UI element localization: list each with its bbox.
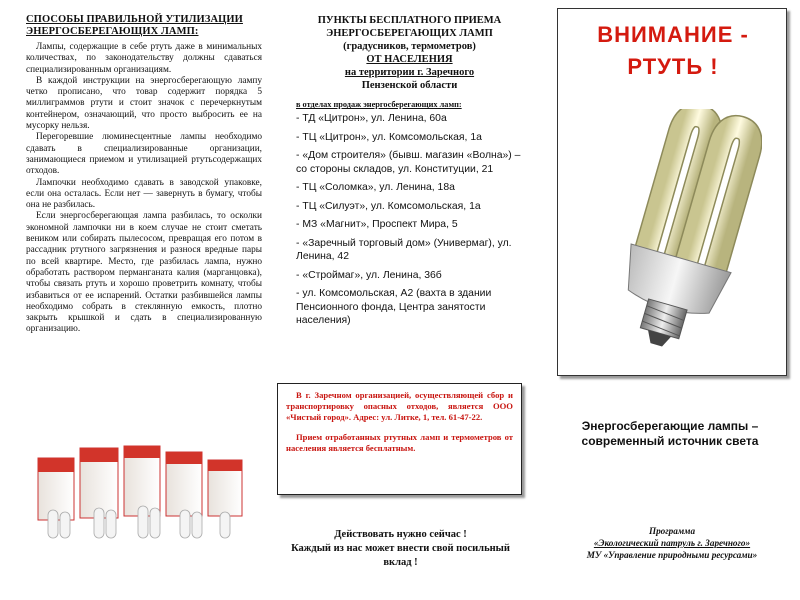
disposal-paragraph: Лампы, содержащие в себе ртуть даже в минимальных количествах, по законодательству должны сдаваться специализированным организациям. [26,42,262,75]
right-column [535,0,800,600]
free-collection-paragraph: Прием отработанных ртутных ламп и термометров от населения является бесплатным. [286,431,513,453]
attention-panel [557,8,787,376]
list-item: - ТД «Цитрон», ул. Ленина, 60а [296,113,447,124]
disposal-paragraph: В каждой инструкции на энергосберегающую лампу четко прописано, что товар содержит порядка 5 миллиграммов ртути и стоит значок с перечеркнутым контейнером, означающий, что просто выбросить ее на мусорку нельзя. [26,75,262,132]
disposal-paragraph: Лампочки необходимо сдавать в заводской упаковке, если она осталась. Если нет — завернуть в бумагу, чтобы она не разбилась. [26,177,262,211]
bulbs-subtitle: Энергосберегающие лампы – современный источник света [581,419,759,448]
list-item: - «Заречный торговый дом» (Универмаг), ул. Ленина, 42 [296,237,512,262]
list-item: - ТЦ «Цитрон», ул. Комсомольская, 1а [296,131,482,143]
list-item: - ул. Комсомольская, А2 (вахта в здании Пенсионного фонда, Центра занятости населения) [296,288,492,326]
disposal-paragraph: Если энергосберегающая лампа разбилась, то осколки экономной лампочки ни в коем случае не стоит сметать веником или собирать пылесосом, превращая его потом в рассадник ртутного загрязнения и разнося вредные пары по всей квартире. Место, где разбилась лампа, нужно обработать раствором перманганата калия (марганцовка), чтобы связать ртуть и хорошо проветрить комнату, чтобы избавиться от ее испарений. Остатки разбившейся лампы необходимо собрать в стеклянную емкость, плотно закрыть крышкой и сдать в специализированную организацию. [26,211,262,335]
attention-title: ВНИМАНИЕ - РТУТЬ ! [597,22,749,79]
shops-list [292,112,527,328]
shops-heading: в отделах продаж энергосберегающих ламп: [296,100,462,109]
middle-column [270,0,535,600]
list-item: - «Дом строителя» (бывш. магазин «Волна») – со стороны складов, ул. Конституции, 21 [296,150,521,175]
list-item: - «Строймаг», ул. Ленина, 36б [296,269,442,281]
operator-paragraph: В г. Заречном организацией, осуществляющей сбор и транспортировку опасных отходов, является ООО «Чистый город». Адрес: ул. Литке, 1, тел. 61-47-22. [286,390,513,423]
lamp-boxes-image [30,438,260,548]
disposal-heading: СПОСОБЫ ПРАВИЛЬНОЙ УТИЛИЗАЦИИ ЭНЕРГОСБЕРЕГАЮЩИХ ЛАМП: [26,14,243,37]
waste-operator-info-box [277,383,522,495]
list-item: - ТЦ «Силуэт», ул. Комсомольская, 1а [296,200,481,212]
energy-saving-bulb-icon [612,109,762,359]
list-item: - МЗ «Магнит», Проспект Мира, 5 [296,219,458,230]
list-item: - ТЦ «Соломка», ул. Ленина, 18а [296,182,455,193]
collection-points-title: ПУНКТЫ БЕСПЛАТНОГО ПРИЕМА ЭНЕРГОСБЕРЕГАЮЩИХ ЛАМП (градусников, термометров) ОТ НАСЕЛЕНИЯ на территории г. Заречного Пензенской области [317,15,502,91]
call-to-action: Действовать нужно сейчас ! Каждый из нас может внести свой посильный вклад ! [291,529,510,568]
program-credits: Программа «Экологический патруль г. Заречного» МУ «Управление природными ресурсами» [586,526,758,560]
disposal-paragraph: Перегоревшие люминесцентные лампы необходимо сдавать в специализированные организации, занимающиеся приемом и утилизацией ртутьсодержащих отходов. [26,132,262,177]
